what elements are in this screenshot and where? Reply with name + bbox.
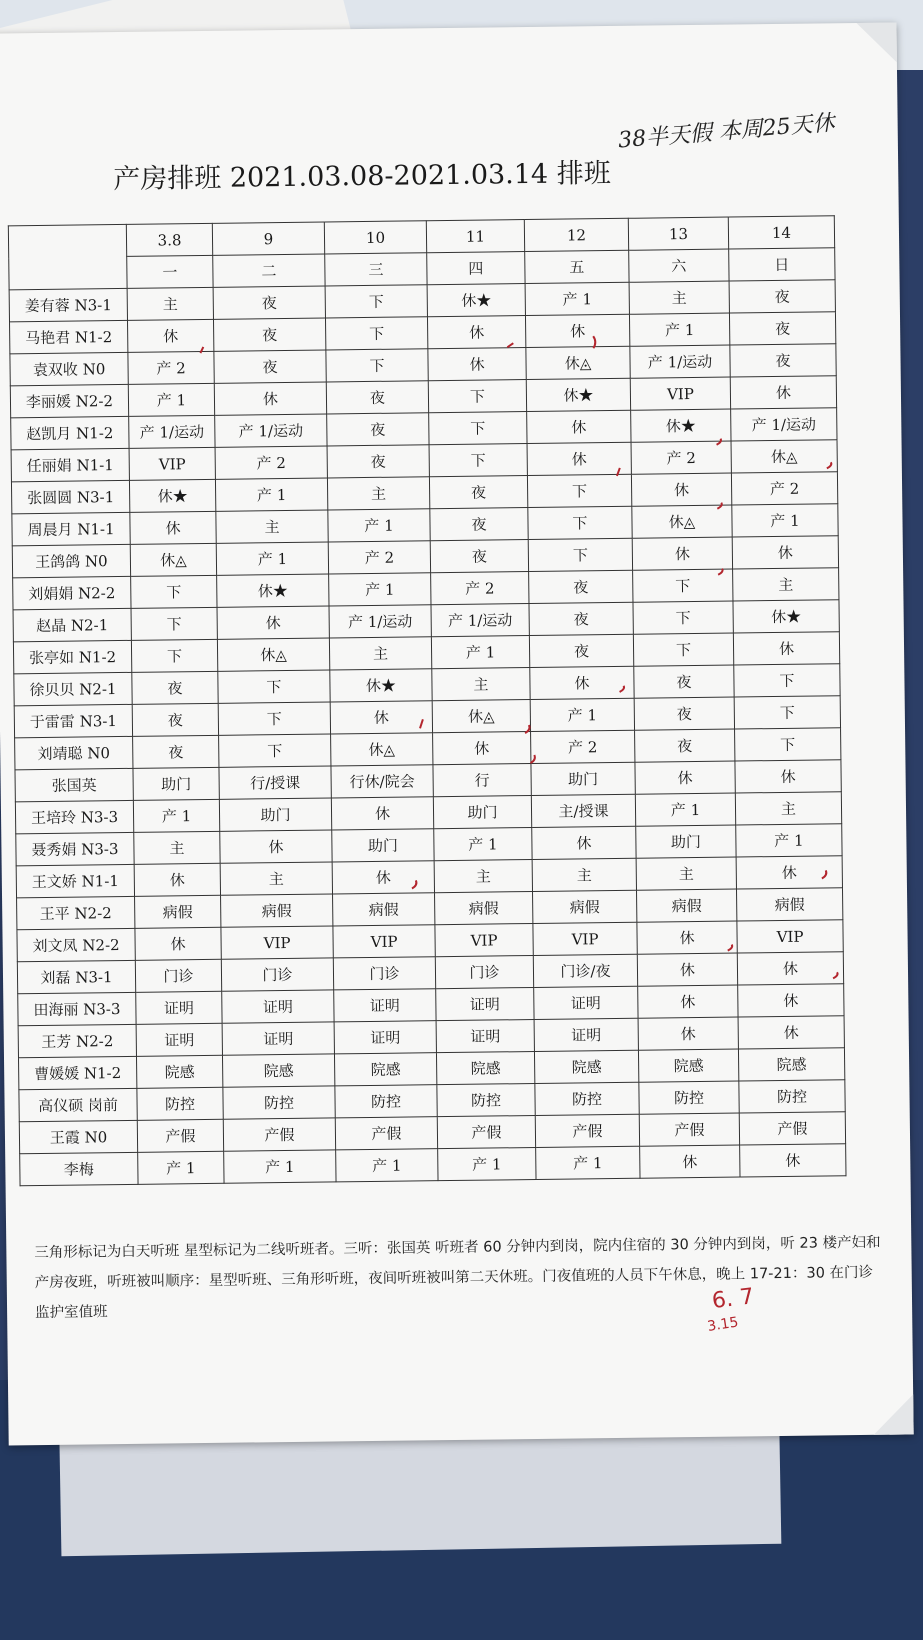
- shift-cell: VIP: [533, 922, 637, 955]
- shift-cell: 行: [433, 764, 531, 797]
- shift-cell: 证明: [334, 989, 436, 1022]
- shift-cell: 产假: [639, 1113, 739, 1146]
- staff-name: 王平 N2-2: [17, 896, 135, 929]
- shift-cell: 下: [218, 670, 330, 703]
- staff-name: 赵凯月 N1-2: [11, 416, 129, 449]
- shift-cell: 下: [528, 506, 632, 539]
- shift-cell: 休: [738, 984, 844, 1017]
- shift-cell: 下: [428, 380, 526, 413]
- staff-name: 于雷雷 N3-1: [14, 704, 132, 737]
- shift-cell: 助门: [636, 825, 736, 858]
- shift-cell: 产 1: [224, 1150, 336, 1183]
- shift-cell: 休◬: [130, 543, 216, 576]
- schedule-table: [8, 215, 847, 1186]
- shift-cell: 防控: [137, 1087, 223, 1120]
- shift-cell: 证明: [136, 991, 222, 1024]
- shift-cell: 产假: [437, 1115, 535, 1148]
- shift-cell: 休: [637, 921, 737, 954]
- header-blank-cell: [8, 224, 127, 289]
- shift-cell: 休: [735, 760, 841, 793]
- shift-cell: 下: [218, 702, 330, 735]
- shift-cell: 产假: [739, 1112, 845, 1145]
- staff-name: 聂秀娟 N3-3: [16, 832, 134, 865]
- shift-cell: 产 1: [329, 573, 431, 606]
- staff-name: 李梅: [20, 1152, 138, 1185]
- shift-cell: 产 1: [128, 383, 214, 416]
- shift-cell: 主: [329, 637, 431, 670]
- shift-cell: 助门: [133, 767, 219, 800]
- shift-cell: 休: [220, 830, 332, 863]
- shift-cell: 病假: [221, 894, 333, 927]
- shift-cell: VIP: [221, 926, 333, 959]
- shift-cell: 产 1/运动: [129, 415, 215, 448]
- shift-cell: 院感: [638, 1049, 738, 1082]
- shift-cell: 夜: [430, 540, 528, 573]
- shift-cell: 休: [331, 797, 433, 830]
- staff-name: 王鸽鸽 N0: [12, 544, 130, 577]
- shift-cell: 助门: [433, 796, 531, 829]
- shift-cell: 下: [131, 607, 217, 640]
- shift-cell: 夜: [729, 280, 835, 313]
- shift-cell: 休: [214, 382, 326, 415]
- shift-cell: 休: [530, 666, 634, 699]
- staff-name: 周晨月 N1-1: [12, 512, 130, 545]
- header-weekday: 四: [427, 252, 525, 285]
- shift-cell: 夜: [327, 445, 429, 478]
- header-weekday: 六: [629, 249, 729, 282]
- staff-name: 张亭如 N1-2: [13, 640, 131, 673]
- shift-cell: 休: [527, 442, 631, 475]
- staff-name: 曹媛媛 N1-2: [18, 1056, 136, 1089]
- staff-name: 张国英: [15, 768, 133, 801]
- shift-cell: 夜: [429, 476, 527, 509]
- shift-cell: 防控: [437, 1083, 535, 1116]
- shift-cell: 产 1: [215, 478, 327, 511]
- staff-name: 任丽娟 N1-1: [11, 448, 129, 481]
- shift-cell: 产 1: [138, 1151, 224, 1184]
- shift-cell: 产 1/运动: [431, 604, 529, 637]
- shift-cell: 下: [528, 538, 632, 571]
- header-weekday: 三: [325, 253, 427, 286]
- shift-cell: 下: [219, 734, 331, 767]
- shift-cell: VIP: [129, 447, 215, 480]
- shift-cell: 休◬: [731, 440, 837, 473]
- shift-cell: 病假: [435, 892, 533, 925]
- shift-cell: 休: [135, 927, 221, 960]
- shift-cell: 下: [734, 664, 840, 697]
- shift-cell: 休: [525, 314, 629, 347]
- header-weekday: 日: [729, 248, 835, 281]
- shift-cell: 下: [325, 317, 427, 350]
- shift-cell: 休: [130, 511, 216, 544]
- header-weekday: 一: [127, 255, 213, 288]
- shift-cell: 下: [734, 696, 840, 729]
- header-date: 9: [212, 222, 324, 255]
- shift-cell: 产 2: [531, 730, 635, 763]
- shift-cell: 产 1: [629, 313, 729, 346]
- shift-cell: 助门: [332, 829, 434, 862]
- shift-cell: 产 1: [525, 282, 629, 315]
- shift-cell: 休: [134, 863, 220, 896]
- header-date: 13: [628, 217, 728, 250]
- shift-cell: 产 1: [530, 698, 634, 731]
- staff-name: 赵晶 N2-1: [13, 608, 131, 641]
- shift-cell: 证明: [534, 986, 638, 1019]
- shift-cell: 主: [434, 860, 532, 893]
- shift-cell: 产 1/运动: [630, 345, 730, 378]
- shift-cell: VIP: [333, 925, 435, 958]
- staff-name: 高仪硕 岗前: [19, 1088, 137, 1121]
- staff-name: 刘文凤 N2-2: [17, 928, 135, 961]
- shift-cell: 休: [637, 953, 737, 986]
- shift-cell: 休: [730, 376, 836, 409]
- shift-cell: 产 1: [732, 504, 838, 537]
- shift-cell: 夜: [133, 735, 219, 768]
- shift-cell: 夜: [132, 671, 218, 704]
- shift-cell: 院感: [334, 1053, 436, 1086]
- shift-cell: 休◬: [432, 700, 530, 733]
- shift-cell: 休★: [631, 409, 731, 442]
- shift-cell: 产假: [535, 1114, 639, 1147]
- shift-cell: 休: [631, 473, 731, 506]
- shift-cell: 休★: [129, 479, 215, 512]
- shift-cell: 下: [429, 412, 527, 445]
- footer-notes: 三角形标记为白天听班 星型标记为二线听班者。三听：张国英 听班者 60 分钟内到岗，院内住宿的 30 分钟内到岗，听 23 楼产妇和产房夜班，听班被叫顺序：星型听班、三角形听班，夜间听班被叫第二天休班。门夜值班的人员下午休息，晚上 17-21：30 在门诊监护室值班: [34, 1234, 881, 1322]
- shift-cell: 休: [428, 348, 526, 381]
- shift-cell: 产假: [137, 1119, 223, 1152]
- shift-cell: 产 1: [328, 509, 430, 542]
- shift-cell: 产 2: [215, 446, 327, 479]
- handwritten-bottom-note: 6. 7: [710, 1284, 756, 1314]
- staff-name: 王霞 N0: [19, 1120, 137, 1153]
- header-date: 11: [426, 220, 524, 253]
- shift-cell: 产假: [335, 1117, 437, 1150]
- shift-cell: 休★: [427, 284, 525, 317]
- shift-cell: 下: [633, 601, 733, 634]
- shift-cell: 休◬: [632, 505, 732, 538]
- shift-cell: 休: [433, 732, 531, 765]
- shift-cell: 休: [332, 861, 434, 894]
- shift-cell: 夜: [634, 665, 734, 698]
- shift-cell: 下: [633, 633, 733, 666]
- shift-cell: 休: [638, 985, 738, 1018]
- shift-cell: 院感: [534, 1050, 638, 1083]
- shift-cell: 产 2: [328, 541, 430, 574]
- shift-cell: 夜: [132, 703, 218, 736]
- photo-corner-top-right: [856, 22, 896, 62]
- header-date: 10: [324, 221, 426, 254]
- shift-cell: VIP: [435, 924, 533, 957]
- shift-cell: 下: [735, 728, 841, 761]
- staff-name: 田海丽 N3-3: [18, 992, 136, 1025]
- shift-cell: 院感: [136, 1055, 222, 1088]
- shift-cell: 证明: [534, 1018, 638, 1051]
- header-weekday: 二: [213, 254, 325, 287]
- shift-cell: 夜: [214, 350, 326, 383]
- shift-cell: 产 2: [128, 351, 214, 384]
- shift-cell: 病假: [736, 888, 842, 921]
- shift-cell: 行休/院会: [331, 765, 433, 798]
- shift-cell: 下: [527, 474, 631, 507]
- shift-cell: 夜: [730, 344, 836, 377]
- shift-cell: 夜: [634, 697, 734, 730]
- shift-cell: 主: [134, 831, 220, 864]
- shift-cell: 主: [532, 858, 636, 891]
- shift-cell: 门诊/夜: [533, 954, 637, 987]
- shift-cell: 证明: [222, 990, 334, 1023]
- shift-cell: 休: [632, 537, 732, 570]
- shift-cell: 证明: [436, 987, 534, 1020]
- photo-corner-bottom-right: [873, 1394, 913, 1434]
- shift-cell: 防控: [535, 1082, 639, 1115]
- shift-cell: 院感: [222, 1054, 334, 1087]
- shift-cell: 产 1: [635, 793, 735, 826]
- shift-cell: 产 1/运动: [215, 414, 327, 447]
- shift-cell: 下: [429, 444, 527, 477]
- shift-cell: 主: [432, 668, 530, 701]
- shift-cell: 主: [220, 862, 332, 895]
- shift-cell: 助门: [219, 798, 331, 831]
- shift-cell: 主: [735, 792, 841, 825]
- shift-cell: 休: [732, 536, 838, 569]
- shift-cell: 证明: [136, 1023, 222, 1056]
- shift-cell: 夜: [213, 286, 325, 319]
- shift-cell: 产 1/运动: [731, 408, 837, 441]
- shift-cell: VIP: [630, 377, 730, 410]
- staff-name: 张圆圆 N3-1: [11, 480, 129, 513]
- shift-cell: 休◬: [217, 638, 329, 671]
- shift-cell: 产 1: [133, 799, 219, 832]
- shift-cell: 休★: [330, 669, 432, 702]
- shift-cell: 产 1: [536, 1146, 640, 1179]
- staff-name: 姜有蓉 N3-1: [9, 288, 127, 321]
- shift-cell: 休: [736, 856, 842, 889]
- shift-cell: 门诊: [333, 957, 435, 990]
- shift-cell: 产 2: [431, 572, 529, 605]
- shift-cell: 夜: [529, 634, 633, 667]
- shift-cell: 下: [633, 569, 733, 602]
- shift-cell: 行/授课: [219, 766, 331, 799]
- shift-cell: 产 2: [731, 472, 837, 505]
- shift-cell: 夜: [213, 318, 325, 351]
- shift-cell: 病假: [533, 890, 637, 923]
- shift-cell: 夜: [529, 602, 633, 635]
- shift-cell: 主: [733, 568, 839, 601]
- shift-cell: 休: [638, 1017, 738, 1050]
- handwritten-top-note: 38半天假 本周25天休: [617, 110, 836, 154]
- shift-cell: 证明: [436, 1019, 534, 1052]
- shift-cell: 防控: [223, 1086, 335, 1119]
- shift-cell: 夜: [327, 413, 429, 446]
- shift-cell: 门诊: [435, 955, 533, 988]
- page-title: 产房排班 2021.03.08-2021.03.14 排班: [113, 157, 611, 196]
- shift-cell: 休: [738, 1016, 844, 1049]
- shift-cell: 休: [740, 1144, 846, 1177]
- shift-cell: 休★: [733, 600, 839, 633]
- header-date: 14: [728, 216, 834, 249]
- shift-cell: 院感: [436, 1051, 534, 1084]
- shift-cell: 休: [532, 826, 636, 859]
- shift-cell: 夜: [430, 508, 528, 541]
- staff-name: 刘靖聪 N0: [15, 736, 133, 769]
- shift-cell: 产 1: [434, 828, 532, 861]
- shift-cell: 休★: [217, 574, 329, 607]
- shift-cell: 主: [629, 281, 729, 314]
- header-date: 3.8: [126, 223, 212, 256]
- shift-cell: 休: [635, 761, 735, 794]
- shift-cell: 门诊: [135, 959, 221, 992]
- shift-cell: 防控: [739, 1080, 845, 1113]
- staff-name: 马艳君 N1-2: [10, 320, 128, 353]
- shift-cell: 夜: [529, 570, 633, 603]
- shift-cell: 院感: [738, 1048, 844, 1081]
- shift-cell: 休: [527, 410, 631, 443]
- shift-cell: 门诊: [221, 958, 333, 991]
- header-date: 12: [524, 218, 628, 251]
- shift-cell: 主: [327, 477, 429, 510]
- shift-cell: 下: [131, 639, 217, 672]
- shift-cell: 休: [640, 1145, 740, 1178]
- shift-cell: 主/授课: [531, 794, 635, 827]
- shift-cell: 下: [326, 349, 428, 382]
- shift-cell: 产 1: [736, 824, 842, 857]
- staff-name: 袁双收 N0: [10, 352, 128, 385]
- header-weekday: 五: [525, 250, 629, 283]
- shift-cell: 休★: [526, 378, 630, 411]
- shift-cell: 防控: [639, 1081, 739, 1114]
- staff-name: 王培玲 N3-3: [15, 800, 133, 833]
- shift-cell: 病假: [333, 893, 435, 926]
- staff-name: 徐贝贝 N2-1: [14, 672, 132, 705]
- shift-cell: 休: [737, 952, 843, 985]
- shift-cell: 下: [325, 285, 427, 318]
- shift-cell: VIP: [737, 920, 843, 953]
- shift-cell: 休: [330, 701, 432, 734]
- handwritten-bottom-date: 3.15: [706, 1314, 740, 1335]
- shift-cell: 产 1: [336, 1149, 438, 1182]
- shift-cell: 夜: [729, 312, 835, 345]
- schedule-paper: [0, 22, 914, 1445]
- shift-cell: 证明: [334, 1021, 436, 1054]
- shift-cell: 产 1: [431, 636, 529, 669]
- shift-cell: 休: [127, 319, 213, 352]
- staff-name: 刘娟娟 N2-2: [13, 576, 131, 609]
- shift-cell: 夜: [326, 381, 428, 414]
- shift-cell: 休◬: [526, 346, 630, 379]
- shift-cell: 产假: [223, 1118, 335, 1151]
- shift-cell: 休: [733, 632, 839, 665]
- shift-cell: 下: [131, 575, 217, 608]
- shift-cell: 助门: [531, 762, 635, 795]
- shift-cell: 休: [217, 606, 329, 639]
- staff-name: 王芳 N2-2: [18, 1024, 136, 1057]
- shift-cell: 产 1/运动: [329, 605, 431, 638]
- shift-cell: 主: [127, 287, 213, 320]
- shift-cell: 证明: [222, 1022, 334, 1055]
- shift-cell: 产 1: [438, 1147, 536, 1180]
- shift-cell: 防控: [335, 1085, 437, 1118]
- shift-cell: 休◬: [331, 733, 433, 766]
- shift-cell: 夜: [635, 729, 735, 762]
- staff-name: 王文娇 N1-1: [16, 864, 134, 897]
- shift-cell: 病假: [135, 895, 221, 928]
- staff-name: 李丽媛 N2-2: [10, 384, 128, 417]
- shift-cell: 产 1: [216, 542, 328, 575]
- staff-name: 刘磊 N3-1: [17, 960, 135, 993]
- shift-cell: 产 2: [631, 441, 731, 474]
- shift-cell: 主: [216, 510, 328, 543]
- shift-cell: 休: [427, 316, 525, 349]
- shift-cell: 病假: [636, 889, 736, 922]
- shift-cell: 主: [636, 857, 736, 890]
